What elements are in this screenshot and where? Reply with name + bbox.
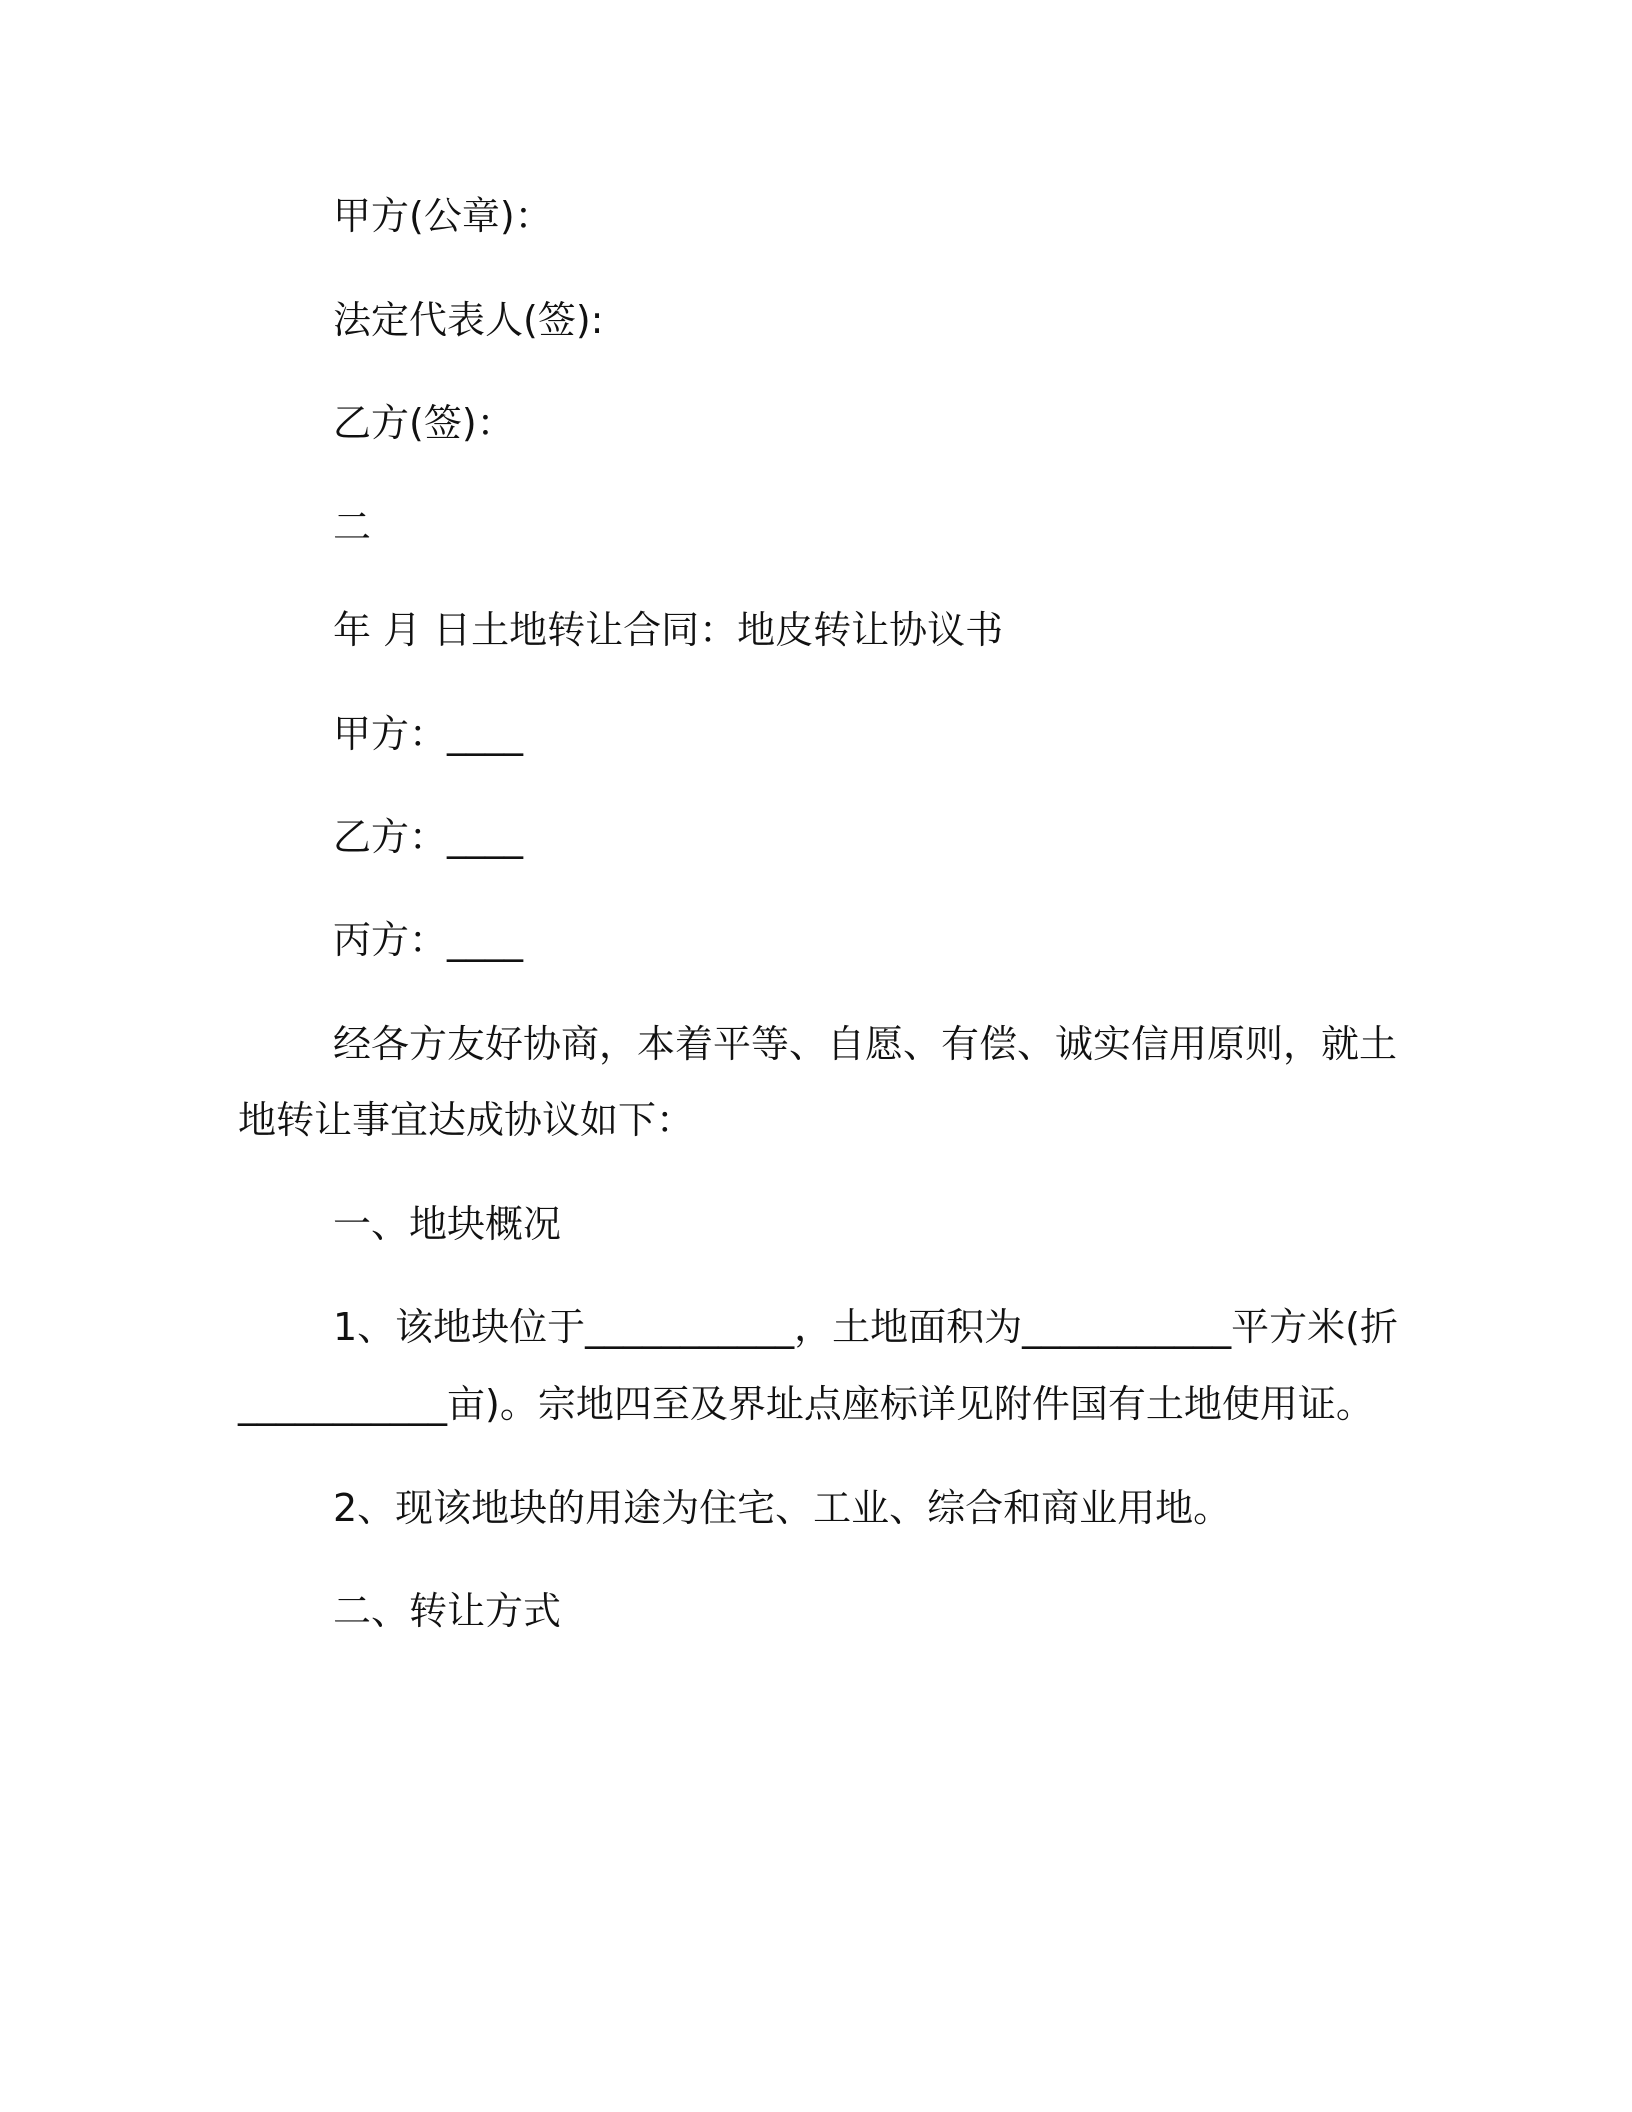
party-c-line: 丙方：____ bbox=[333, 918, 524, 962]
party-a-seal-line: 甲方(公章)： bbox=[333, 194, 553, 238]
clause-2-line: 2、现该地块的用途为住宅、工业、综合和商业用地。 bbox=[333, 1486, 1232, 1530]
party-b-sign-line: 乙方(签)： bbox=[333, 401, 515, 445]
section-heading-2: 二、转让方式 bbox=[333, 1589, 562, 1633]
party-b-line: 乙方：____ bbox=[333, 815, 524, 859]
section-number: 二 bbox=[333, 505, 372, 549]
preamble-line-2: 地转让事宜达成协议如下： bbox=[238, 1098, 695, 1142]
party-a-line: 甲方：____ bbox=[333, 712, 524, 756]
contract-title-line: 年 月 日土地转让合同：地皮转让协议书 bbox=[333, 608, 1004, 652]
section-heading-1: 一、地块概况 bbox=[333, 1202, 562, 1246]
clause-1-line-2: ___________亩)。宗地四至及界址点座标详见附件国有土地使用证。 bbox=[238, 1382, 1374, 1426]
legal-representative-line: 法定代表人(签): bbox=[333, 298, 604, 342]
preamble-line-1: 经各方友好协商，本着平等、自愿、有偿、诚实信用原则，就土 bbox=[333, 1022, 1398, 1066]
clause-1-line-1: 1、该地块位于___________，土地面积为___________平方米(折 bbox=[333, 1305, 1399, 1349]
